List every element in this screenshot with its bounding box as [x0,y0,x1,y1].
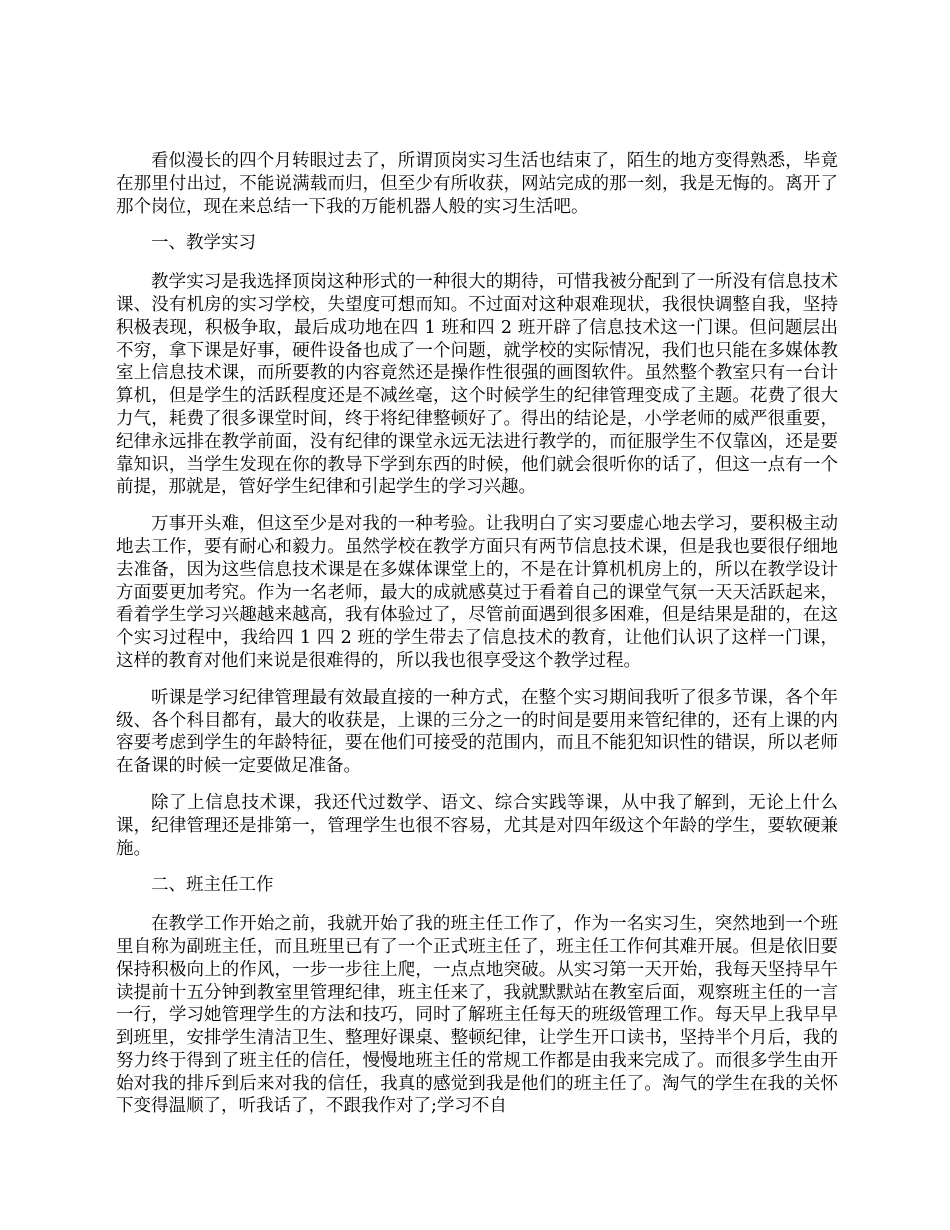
document-page [116,150,838,1118]
paragraph-teaching-1: 教学实习是我选择顶岗这种形式的一种很大的期待，可惜我被分配到了一所没有信息技术课、没有机房的实习学校，失望度可想而知。不过面对这种艰难现状，我很快调整自我，坚持积极表现，积极争取，最后成功地在四 1 班和四 2 班开辟了信息技术这一门课。但问题层出不穷，拿下课是好事，硬件设备也成了一个问题，就学校的实际情况，我们也只能在多媒体教室上信息技术课，而所要教的内容竟然还是操作性很强的画图软件。虽然整个教室只有一台计算机，但是学生的活跃程度还是不减丝毫，这个时候学生的纪律管理变成了主题。花费了很大力气，耗费了很多课堂时间，终于将纪律整顿好了。得出的结论是，小学老师的威严很重要，纪律永远排在教学前面，没有纪律的课堂永远无法进行教学的，而征服学生不仅靠凶，还是要靠知识，当学生发现在你的教导下学到东西的时候，他们就会很听你的话了，但这一点有一个前提，那就是，管好学生纪律和引起学生的学习兴趣。 [116,272,838,498]
paragraph-intro: 看似漫长的四个月转眼过去了，所谓顶岗实习生活也结束了，陌生的地方变得熟悉，毕竟在那里付出过，不能说满载而归，但至少有所收获，网站完成的那一刻，我是无悔的。离开了那个岗位，现在来总结一下我的万能机器人般的实习生活吧。 [116,151,838,217]
paragraph-teaching-2: 万事开头难，但这至少是对我的一种考验。让我明白了实习要虚心地去学习，要积极主动地去工作，要有耐心和毅力。虽然学校在教学方面只有两节信息技术课，但是我也要很仔细地去准备，因为这些信息技术课是在多媒体课堂上的，不是在计算机机房上的，所以在教学设计方面要更加考究。作为一名老师，最大的成就感莫过于看着自己的课堂气氛一天天活跃起来，看着学生学习兴趣越来越高，我有体验过了，尽管前面遇到很多困难，但是结果是甜的，在这个实习过程中，我给四 1 四 2 班的学生带去了信息技术的教育，让他们认识了这样一门课，这样的教育对他们来说是很难得的，所以我也很享受这个教学过程。 [116,514,838,671]
paragraph-teaching-3: 听课是学习纪律管理最有效最直接的一种方式，在整个实习期间我听了很多节课，各个年级、各个科目都有，最大的收获是，上课的三分之一的时间是要用来管纪律的，还有上课的内容要考虑到学生的年龄特征，要在他们可接受的范围内，而且不能犯知识性的错误，所以老师在备课的时候一定要做足准备。 [116,687,838,777]
paragraph-class-teacher-1: 在教学工作开始之前，我就开始了我的班主任工作了，作为一名实习生，突然地到一个班里自称为副班主任，而且班里已有了一个正式班主任了，班主任工作何其难开展。但是依旧要保持积极向上的作风，一步一步往上爬，一点点地突破。从实习第一天开始，我每天坚持早午读提前十五分钟到教室里管理纪律，班主任来了，我就默默站在教室后面，观察班主任的一言一行，学习她管理学生的方法和技巧，同时了解班主任每天的班级管理工作。每天早上我早早到班里，安排学生清洁卫生、整理好课桌、整顿纪律，让学生开口读书，坚持半个月后，我的努力终于得到了班主任的信任，慢慢地班主任的常规工作都是由我来完成了。而很多学生由开始对我的排斥到后来对我的信任，我真的感觉到我是他们的班主任了。淘气的学生在我的关怀下变得温顺了，听我话了，不跟我作对了;学习不自 [116,914,838,1117]
paragraph-teaching-4: 除了上信息技术课，我还代过数学、语文、综合实践等课，从中我了解到，无论上什么课，纪律管理还是排第一，管理学生也很不容易，尤其是对四年级这个年龄的学生，要软硬兼施。 [116,792,838,859]
section-heading-class-teacher: 二、班主任工作 [151,875,274,896]
section-heading-teaching: 一、教学实习 [151,233,256,254]
